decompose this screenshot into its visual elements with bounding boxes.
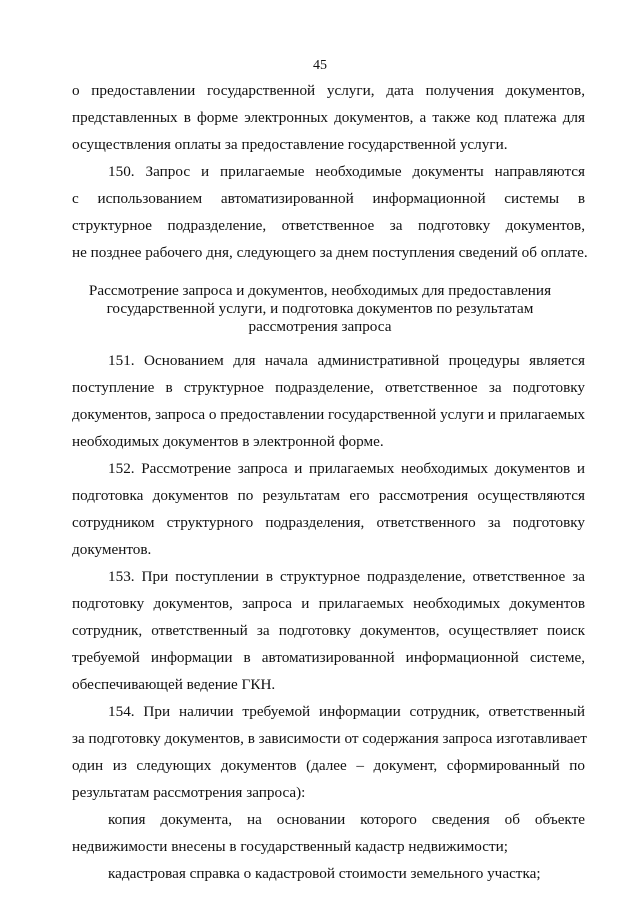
paragraph-153-line: сотрудник, ответственный за подготовку документов, осуществляет поиск (72, 622, 585, 639)
paragraph-153-line: требуемой информации в автоматизированной информационной системе, (72, 649, 585, 666)
section-heading-line: государственной услуги, и подготовка документов по результатам (106, 300, 534, 317)
paragraph-153-line: 153. При поступлении в структурное подразделение, ответственное за (108, 568, 585, 585)
paragraph-150-line: с использованием автоматизированной информационной системы в (72, 190, 585, 207)
paragraph-150-line: структурное подразделение, ответственное за подготовку документов, (72, 217, 585, 234)
paragraph-154-line: 154. При наличии требуемой информации сотрудник, ответственный (108, 703, 585, 720)
paragraph-153-line: подготовку документов, запроса и прилагаемых необходимых документов (72, 595, 585, 612)
paragraph-152-line: 152. Рассмотрение запроса и прилагаемых необходимых документов и (108, 460, 585, 477)
page-number: 45 (313, 58, 327, 73)
paragraph-151-line: документов, запроса о предоставлении государственной услуги и прилагаемых (72, 406, 585, 423)
paragraph-line: осуществления оплаты за предоставление государственной услуги. (72, 136, 508, 153)
paragraph-151-line: необходимых документов в электронной форме. (72, 433, 384, 450)
paragraph-line: представленных в форме электронных документов, а также код платежа для (72, 109, 585, 126)
paragraph-line: о предоставлении государственной услуги, дата получения документов, (72, 82, 585, 99)
paragraph-153-line: обеспечивающей ведение ГКН. (72, 676, 276, 693)
list-item-line: недвижимости внесены в государственный кадастр недвижимости; (72, 838, 508, 855)
paragraph-154-line: за подготовку документов, в зависимости от содержания запроса изготавливает (72, 730, 587, 747)
paragraph-154-line: один из следующих документов (далее – документ, сформированный по (72, 757, 585, 774)
paragraph-154-line: результатам рассмотрения запроса): (72, 784, 306, 801)
paragraph-151-line: 151. Основанием для начала административной процедуры является (108, 352, 585, 369)
paragraph-150-line: не позднее рабочего дня, следующего за днем поступления сведений об оплате. (72, 244, 588, 261)
paragraph-152-line: сотрудником структурного подразделения, ответственного за подготовку (72, 514, 585, 531)
paragraph-152-line: документов. (72, 541, 152, 558)
list-item-line: копия документа, на основании которого сведения об объекте (108, 811, 585, 828)
paragraph-150-line: 150. Запрос и прилагаемые необходимые документы направляются (108, 163, 585, 180)
section-heading-line: рассмотрения запроса (248, 318, 392, 335)
paragraph-151-line: поступление в структурное подразделение, ответственное за подготовку (72, 379, 585, 396)
paragraph-152-line: подготовка документов по результатам его рассмотрения осуществляются (72, 487, 585, 504)
list-item-line: кадастровая справка о кадастровой стоимости земельного участка; (108, 865, 541, 882)
section-heading-line: Рассмотрение запроса и документов, необходимых для предоставления (88, 282, 552, 299)
